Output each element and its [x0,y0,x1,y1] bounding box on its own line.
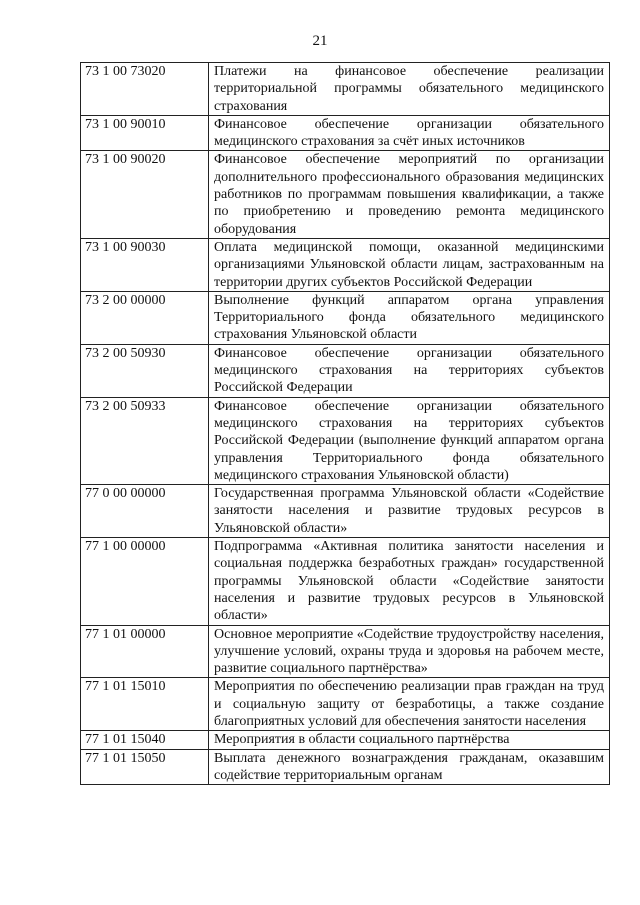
table-row [81,731,610,749]
table-row [81,291,610,344]
budget-code-cell: 73 2 00 50933 [81,397,209,484]
description-cell: Подпрограмма «Активная политика занятости населения и социальная поддержка безработных граждан» государственной программы Ульяновской области «Содействие занятости населения и развитие трудовых ресурсов в Ульяновской области» [209,538,610,625]
budget-code-cell: 77 0 00 00000 [81,485,209,538]
table-row [81,238,610,291]
budget-code-cell: 73 1 00 90030 [81,238,209,291]
description-cell: Финансовое обеспечение организации обязательного медицинского страхования на территориях субъектов Российской Федерации [209,344,610,397]
description-cell: Финансовое обеспечение мероприятий по организации дополнительного профессионального образования медицинских работников по программам повышения квалификации, а также по приобретению и проведению ремонта медицинского оборудования [209,151,610,238]
description-cell: Выплата денежного вознаграждения гражданам, оказавшим содействие территориальным органам [209,749,610,785]
description-cell: Выполнение функций аппаратом органа управления Территориального фонда обязательного медицинского страхования Ульяновской области [209,291,610,344]
description-cell: Основное мероприятие «Содействие трудоустройству населения, улучшение условий, охраны труда и здоровья на рабочем месте, развитие социального партнёрства» [209,625,610,678]
description-cell: Оплата медицинской помощи, оказанной медицинскими организациями Ульяновской области лицам, застрахованным на территории других субъектов Российской Федерации [209,238,610,291]
table-row [81,538,610,625]
budget-code-table [80,62,610,785]
budget-code-cell: 77 1 00 00000 [81,538,209,625]
table-row [81,625,610,678]
budget-code-cell: 73 2 00 00000 [81,291,209,344]
budget-code-cell: 73 1 00 90010 [81,115,209,151]
budget-code-cell: 73 2 00 50930 [81,344,209,397]
table-row [81,397,610,484]
description-cell: Мероприятия в области социального партнёрства [209,731,610,749]
table-row [81,678,610,731]
table-row [81,63,610,116]
page-number: 21 [312,33,328,49]
budget-code-cell: 77 1 01 15050 [81,749,209,785]
description-cell: Мероприятия по обеспечению реализации прав граждан на труд и социальную защиту от безработицы, а также создание благоприятных условий для обеспечения занятости населения [209,678,610,731]
description-cell: Государственная программа Ульяновской области «Содействие занятости населения и развитие трудовых ресурсов в Ульяновской области» [209,485,610,538]
budget-code-cell: 77 1 01 00000 [81,625,209,678]
table-row [81,344,610,397]
table-row [81,485,610,538]
budget-code-cell: 73 1 00 90020 [81,151,209,238]
table-row [81,115,610,151]
description-cell: Финансовое обеспечение организации обязательного медицинского страхования за счёт иных источников [209,115,610,151]
budget-code-cell: 73 1 00 73020 [81,63,209,116]
description-cell: Платежи на финансовое обеспечение реализации территориальной программы обязательного медицинского страхования [209,63,610,116]
budget-code-cell: 77 1 01 15010 [81,678,209,731]
table-row [81,749,610,785]
description-cell: Финансовое обеспечение организации обязательного медицинского страхования на территориях субъектов Российской Федерации (выполнение функций аппаратом органа управления Территориального фонда обязательного медицинского страхования Ульяновской области) [209,397,610,484]
table-row [81,151,610,238]
budget-code-cell: 77 1 01 15040 [81,731,209,749]
